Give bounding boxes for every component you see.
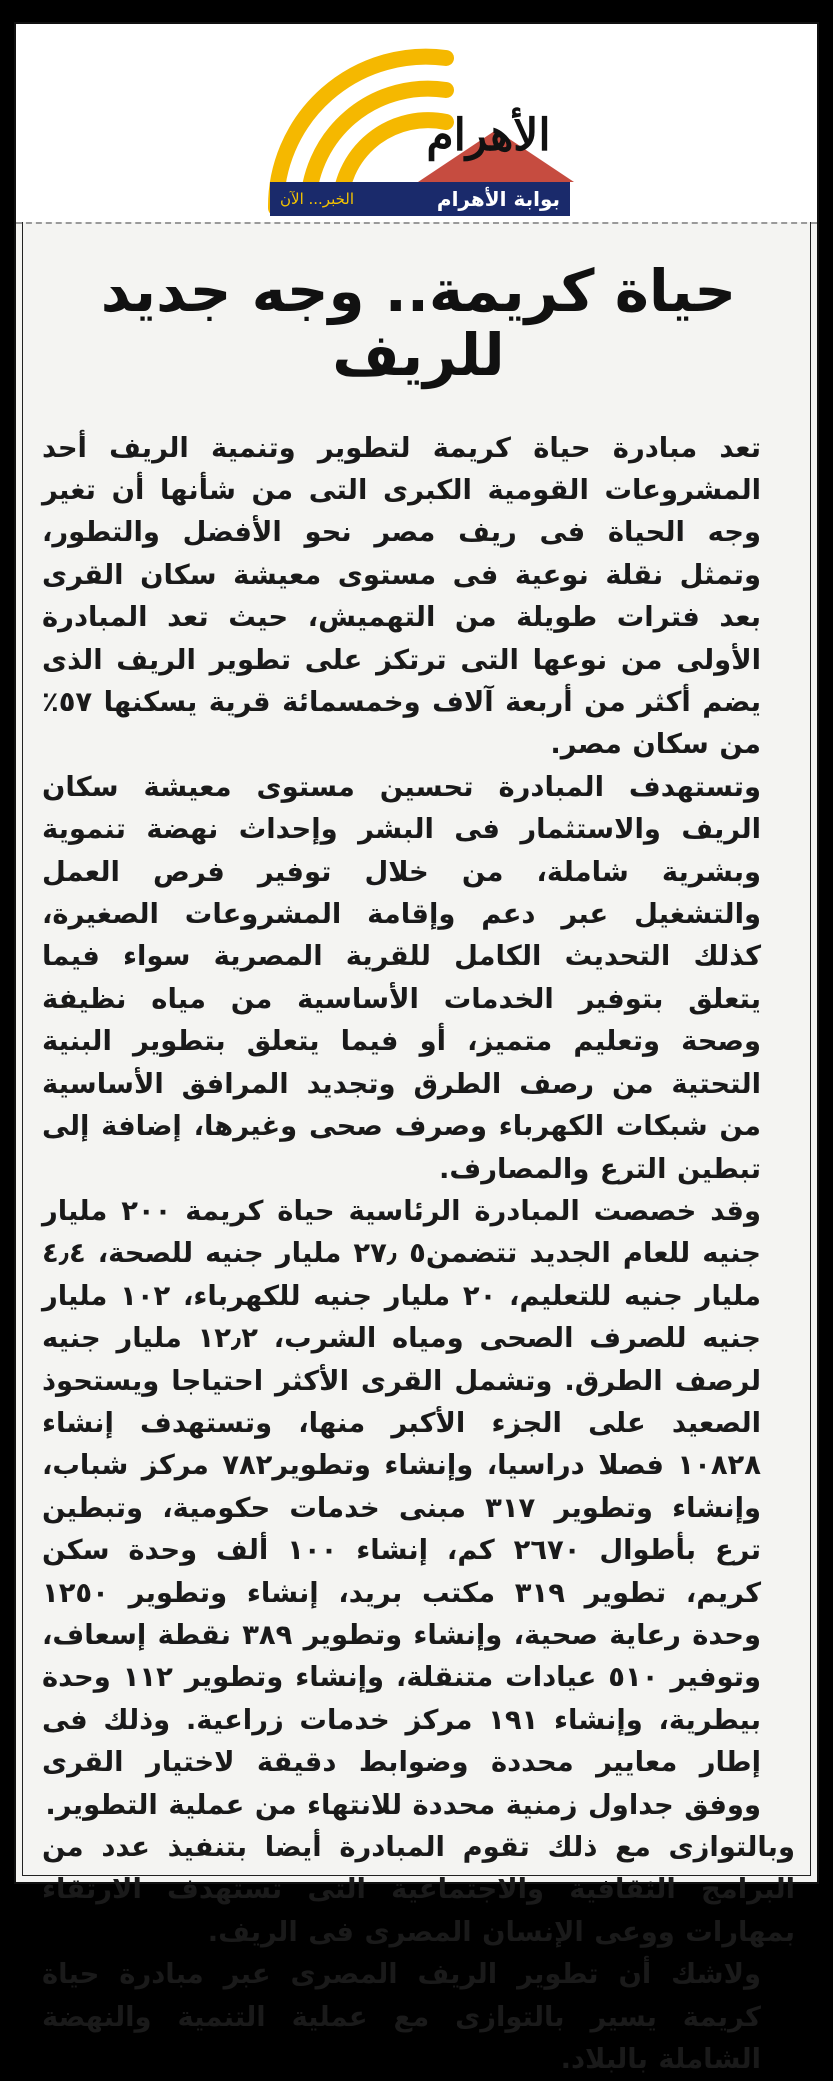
logo-name: بوابة الأهرام <box>436 187 560 211</box>
article-paragraph: وتستهدف المبادرة تحسين مستوى معيشة سكان الريف والاستثمار فى البشر وإحداث نهضة تنموية وبشرية شاملة، من خلال توفير فرص العمل والتشغيل عبر دعم وإقامة المشروعات الصغيرة، كذلك التحديث الكامل للقرية المصرية سواء فيما يتعلق بتوفير الخدمات الأساسية من مياه نظيفة وصحة وتعليم متميز، أو فيما يتعلق بتطوير البنية التحتية من رصف الطرق وتجديد المرافق الأساسية من شبكات الكهرباء وصرف صحى وغيرها، إضافة إلى تبطين الترع والمصارف. <box>42 771 761 1185</box>
newspaper-clipping <box>14 22 819 2076</box>
article-body <box>42 232 795 2081</box>
article-paragraph: وقد خصصت المبادرة الرئاسية حياة كريمة ٢٠٠ مليار جنيه للعام الجديد تتضمن٥ ٢٧٫ مليار جنيه للصحة، ٤٫٤ مليار جنيه للتعليم، ٢٠ مليار جنيه للكهرباء، ١٠٢ مليار جنيه للصرف الصحى ومياه الشرب، ١٢٫٢ مليار جنيه لرصف الطرق. وتشمل القرى الأكثر احتياجا ويستحوذ الصعيد على الجزء الأكبر منها، وتستهدف إنشاء ١٠٨٢٨ فصلا دراسيا، وإنشاء وتطوير٧٨٢ مركز شباب، وإنشاء وتطوير ٣١٧ مبنى خدمات حكومية، وتبطين ترع بأطوال ٢٦٧٠ كم، إنشاء ١٠٠ ألف وحدة سكن كريم، تطوير ٣١٩ مكتب بريد، إنشاء وتطوير ١٢٥٠ وحدة رعاية صحية، وإنشاء وتطوير ٣٨٩ نقطة إسعاف، وتوفير ٥١٠ عيادات متنقلة، وإنشاء وتطوير ١١٢ وحدة بيطرية، وإنشاء ١٩١ مركز خدمات زراعية. وذلك فى إطار معايير محددة وضوابط دقيقة لاختيار القرى ووفق جداول زمنية محددة للانتهاء من عملية التطوير. <box>42 1195 762 1821</box>
header-divider <box>16 222 817 224</box>
article-paragraph: ولاشك أن تطوير الريف المصرى عبر مبادرة حياة كريمة يسير بالتوازى مع عملية التنمية والنهضة الشاملة بالبلاد. <box>42 1959 761 2076</box>
logo-tagline: الخبر... الآن <box>280 190 355 208</box>
article-headline: حياة كريمة.. وجه جديد للريف <box>100 257 737 389</box>
article-paragraph: تعد مبادرة حياة كريمة لتطوير وتنمية الريف أحد المشروعات القومية الكبرى التى من شأنها أن تغير وجه الحياة فى ريف مصر نحو الأفضل والتطور، وتمثل نقلة نوعية فى مستوى معيشة سكان القرى بعد فترات طويلة من التهميش، حيث تعد المبادرة الأولى من نوعها التى ترتكز على تطوير الريف الذى يضم أكثر من أربعة آلاف وخمسمائة قرية يسكنها ٥٧٪ من سكان مصر. <box>42 432 761 761</box>
article-paragraph: وبالتوازى مع ذلك تقوم المبادرة أيضا بتنفيذ عدد من البرامج الثقافية والاجتماعية التى تستهدف الارتقاء بمهارات ووعى الإنسان المصرى فى الريف. <box>42 1832 795 1948</box>
masthead <box>16 24 817 222</box>
logo-bar <box>270 182 570 216</box>
ahram-gate-logo <box>256 38 586 218</box>
logo-wordmark: الأهرام <box>426 110 551 161</box>
